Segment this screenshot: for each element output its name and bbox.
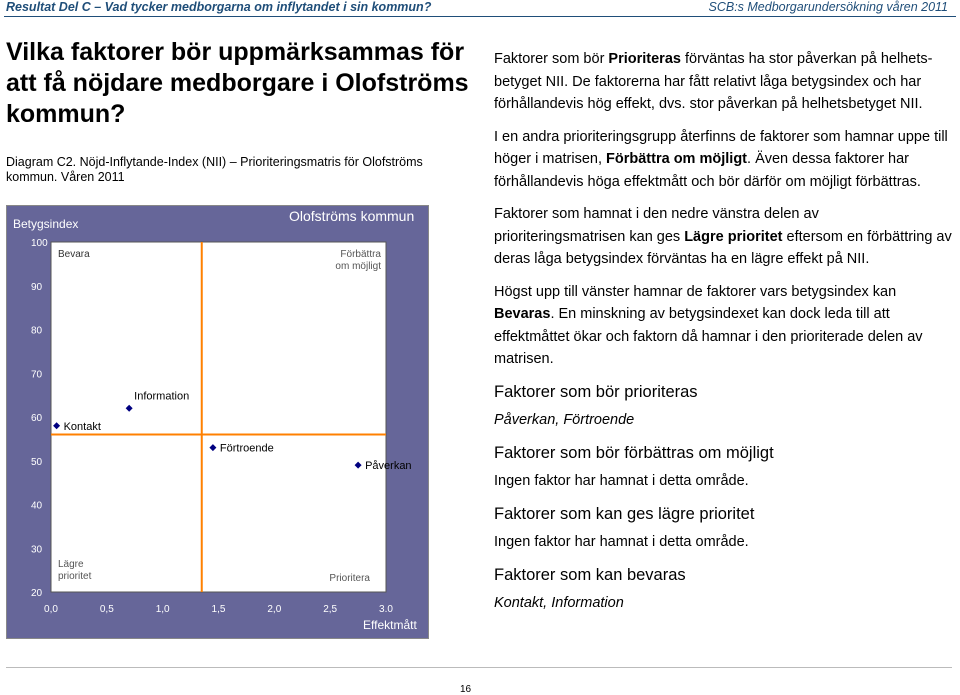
paragraph-text: I en andra prioriteringsgrupp återfinns de faktorer som hamnar uppe till höger i matrisen, (494, 128, 948, 167)
section-factors: Ingen faktor har hamnat i detta område. (494, 533, 749, 550)
paragraph-text: förväntas ha stor påverkan på helhetsbetyget NII. De faktorerna har fått relativt låga betygsindex och har förhållandevis hög effekt, dvs. stor påverkan på helhetsbetyget NII. (494, 51, 933, 112)
explanation-paragraph (494, 126, 954, 194)
y-axis-title: Betygsindex (13, 217, 79, 231)
explanation-paragraph (494, 281, 954, 371)
emphasis-term: Förbättra om möjligt (606, 151, 748, 167)
x-tick-label: 1,5 (211, 604, 226, 615)
section-heading: Faktorer som bör förbättras om möjligt (494, 443, 774, 462)
section-factors: Kontakt, Information (494, 594, 624, 611)
priority-matrix-chart (6, 205, 429, 639)
quadrant-label-line: prioritet (58, 571, 92, 582)
y-tick-label: 100 (31, 238, 48, 249)
paragraph-text: . Även dessa faktorer har förhållandevis höga effektmått och bör därför om möjligt förbättras. (494, 151, 921, 190)
page-header (0, 0, 960, 17)
paragraph-text: eftersom en förbättring av deras låga betygsindex förväntas ha en lägre effekt på NII. (494, 228, 952, 267)
section-factors: Ingen faktor har hamnat i detta område. (494, 472, 749, 489)
header-left-title: Resultat Del C – Vad tycker medborgarna om inflytandet i sin kommun? (6, 0, 432, 14)
emphasis-term: Bevaras (494, 306, 551, 322)
header-right-title: SCB:s Medborgarundersökning våren 2011 (708, 0, 948, 14)
y-tick-label: 70 (31, 369, 43, 381)
quadrant-label-prioritera: Prioritera (329, 573, 370, 584)
header-rule (4, 16, 956, 17)
y-tick-label: 30 (31, 544, 43, 556)
emphasis-term: Lägre prioritet (684, 228, 783, 245)
emphasis-term: Prioriteras (608, 51, 681, 67)
paragraph-text: Faktorer som hamnat i den nedre vänstra delen av prioriteringsmatrisen kan ges (494, 206, 819, 245)
data-label: Påverkan (365, 460, 412, 473)
x-tick-label: 0,5 (99, 604, 114, 615)
section-heading: Faktorer som bör prioriteras (494, 382, 698, 401)
y-tick-label: 20 (31, 588, 43, 599)
section-factors: Påverkan, Förtroende (494, 411, 635, 428)
page-title: Vilka faktorer bör uppmärksammas för att få nöjdare medborgare i Olofströms kommun? (6, 38, 469, 128)
y-tick-label: 40 (31, 500, 43, 512)
x-tick-label: 3.0 (379, 604, 393, 615)
quadrant-label-line: Lägre (58, 559, 84, 570)
x-tick-label: 2,5 (323, 604, 338, 615)
data-label: Förtroende (219, 442, 274, 455)
explanation-column (494, 48, 954, 625)
y-tick-label: 80 (31, 325, 43, 337)
x-tick-label: 2,0 (267, 604, 282, 615)
y-tick-label: 90 (31, 281, 43, 293)
chart-caption: Diagram C2. Nöjd-Inflytande-Index (NII) – Prioriteringsmatris för Olofströms kommun. Våren 2011 (6, 155, 423, 184)
quadrant-label-line: om möjligt (335, 261, 381, 272)
chart-title: Olofströms kommun (289, 208, 415, 224)
paragraph-text: . En minskning av betygsindexet kan dock leda till att effektmåttet ökar och faktorn då hamnar i den prioriterade delen av matrisen. (494, 306, 923, 367)
section-heading: Faktorer som kan ges lägre prioritet (494, 504, 755, 523)
page-number: 16 (460, 684, 472, 695)
explanation-paragraph (494, 48, 954, 116)
y-tick-label: 60 (31, 413, 43, 424)
x-axis-title: Effektmått (363, 618, 417, 632)
section-heading: Faktorer som kan bevaras (494, 565, 686, 584)
quadrant-label-line: Förbättra (340, 249, 381, 260)
footer-rule (6, 667, 952, 668)
data-label: Kontakt (63, 420, 101, 433)
plot-area (51, 242, 386, 592)
explanation-paragraph (494, 203, 954, 271)
y-tick-label: 50 (31, 456, 43, 468)
paragraph-text: Faktorer som bör (494, 51, 609, 67)
paragraph-text: Högst upp till vänster hamnar de faktorer vars betygsindex kan (494, 283, 897, 300)
chart-svg (7, 206, 428, 638)
x-tick-label: 0,0 (44, 604, 58, 615)
quadrant-label-forbattra (335, 249, 381, 272)
x-tick-label: 1,0 (155, 604, 170, 615)
data-label: Information (134, 390, 190, 403)
quadrant-label-bevara: Bevara (58, 249, 90, 260)
